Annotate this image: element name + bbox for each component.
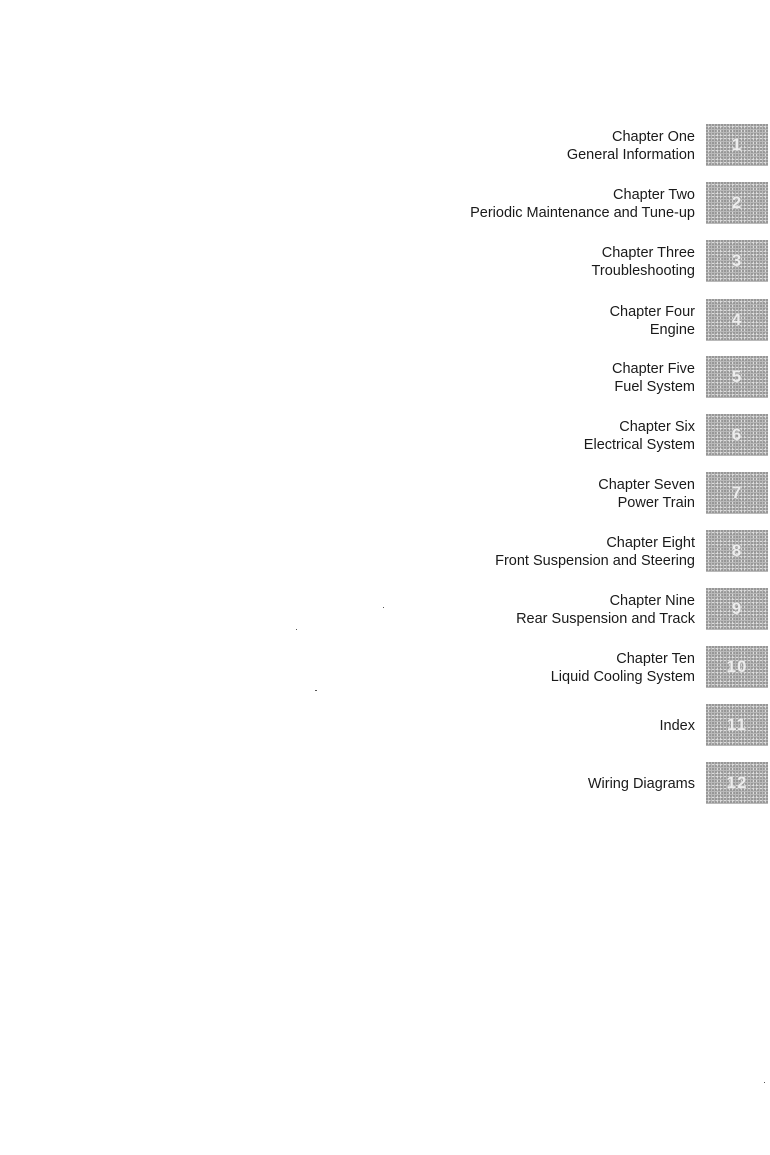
chapter-tab-7[interactable] [706,472,768,514]
toc-entry-text [588,762,695,806]
toc-entry-text [567,124,695,168]
tab-number: 8 [731,541,743,560]
toc-entry-text [612,356,695,400]
chapter-tab-12[interactable] [706,762,768,804]
scan-speck [383,607,384,608]
chapter-label: Chapter One [611,129,695,145]
toc-entry-6[interactable] [0,414,770,458]
toc-entry-9[interactable] [0,588,770,632]
tab-number: 11 [727,715,747,734]
toc-entry-text [610,299,695,343]
chapter-title: Engine [649,322,695,338]
toc-entry-5[interactable] [0,356,770,400]
chapter-tab-11[interactable] [706,704,768,746]
chapter-title: Front Suspension and Steering [495,553,695,569]
chapter-tab-10[interactable] [706,646,768,688]
toc-entry-3[interactable] [0,240,770,284]
toc-entry-text [551,646,695,690]
chapter-label: Chapter Ten [616,651,695,667]
toc-entry-text [495,530,695,574]
toc-entry-text [470,182,695,226]
chapter-tab-8[interactable] [706,530,768,572]
chapter-tab-2[interactable] [706,182,768,224]
toc-entry-text [592,240,695,284]
tab-number: 4 [731,310,743,329]
chapter-title: Index [659,718,695,734]
toc-entry-wiring-diagrams[interactable] [0,762,770,806]
tab-number: 6 [731,425,743,444]
chapter-title: Liquid Cooling System [550,669,695,685]
toc-entry-text [598,472,695,516]
chapter-title: Power Train [617,495,695,511]
chapter-title: Troubleshooting [591,263,695,279]
chapter-label: Chapter Nine [609,593,695,609]
tab-number: 10 [726,657,748,676]
chapter-title: Wiring Diagrams [587,776,695,792]
toc-entry-10[interactable] [0,646,770,690]
chapter-title: Rear Suspension and Track [516,611,695,627]
chapter-tab-3[interactable] [706,240,768,282]
chapter-label: Chapter Six [619,419,695,435]
chapter-tab-4[interactable] [706,299,768,341]
chapter-tab-6[interactable] [706,414,768,456]
chapter-label: Chapter Two [613,187,695,203]
toc-entry-text [584,414,695,458]
chapter-tab-9[interactable] [706,588,768,630]
scan-speck [764,1082,765,1083]
chapter-label: Chapter Three [601,245,695,261]
chapter-label: Chapter Five [611,361,695,377]
chapter-label: Chapter Eight [606,535,695,551]
tab-number: 9 [731,599,743,618]
chapter-title: Fuel System [614,379,695,395]
scan-speck [315,690,317,691]
scan-speck [296,629,297,630]
toc-entry-4[interactable] [0,299,770,343]
chapter-tab-1[interactable] [706,124,768,166]
tab-number: 12 [726,773,748,792]
tab-number: 2 [731,193,743,212]
toc-entry-1[interactable] [0,124,770,168]
chapter-label: Chapter Four [609,304,695,320]
tab-number: 1 [731,135,743,154]
toc-entry-8[interactable] [0,530,770,574]
toc-entry-text [516,588,695,632]
tab-number: 5 [731,367,743,386]
chapter-title: Periodic Maintenance and Tune-up [470,205,695,221]
chapter-title: Electrical System [583,437,695,453]
tab-number: 3 [731,251,743,270]
chapter-title: General Information [566,147,695,163]
toc-entry-index[interactable] [0,704,770,748]
toc-entry-text [660,704,695,748]
tab-number: 7 [731,483,743,502]
chapter-tab-5[interactable] [706,356,768,398]
toc-entry-2[interactable] [0,182,770,226]
toc-entry-7[interactable] [0,472,770,516]
chapter-label: Chapter Seven [598,477,695,493]
